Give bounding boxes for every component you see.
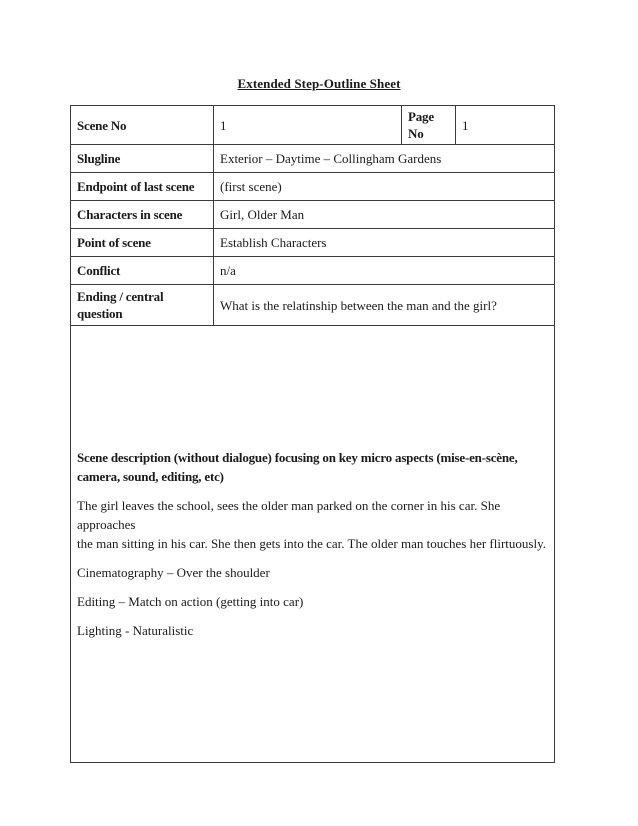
table-row [71,201,555,229]
ending-question-value: What is the relatinship between the man and the girl? [214,285,555,326]
ending-question-label: Ending / central question [71,285,214,326]
conflict-label: Conflict [71,257,214,285]
scene-no-value: 1 [214,106,402,145]
table-row [71,173,555,201]
table-row [71,229,555,257]
page-no-label: Page No [402,106,456,145]
point-of-scene-value: Establish Characters [214,229,555,257]
characters-label: Characters in scene [71,201,214,229]
table-row [71,106,555,145]
endpoint-label: Endpoint of last scene [71,173,214,201]
cinematography-note: Cinematography – Over the shoulder [77,565,270,580]
step-outline-table [70,105,555,763]
table-row [71,326,555,763]
document-title: Extended Step-Outline Sheet [237,76,401,91]
scene-no-label: Scene No [71,106,214,145]
scene-description-body-line: the man sitting in his car. She then gets into the car. The older man touches her flirtuously. [77,536,546,551]
page-no-value: 1 [456,106,555,145]
point-of-scene-label: Point of scene [71,229,214,257]
slugline-label: Slugline [71,145,214,173]
editing-note: Editing – Match on action (getting into car) [77,594,304,609]
scene-description-cell [71,326,555,763]
table-row [71,145,555,173]
scene-description-heading-line: camera, sound, editing, etc) [77,469,224,484]
slugline-value: Exterior – Daytime – Collingham Gardens [214,145,555,173]
lighting-note: Lighting - Naturalistic [77,623,194,638]
characters-value: Girl, Older Man [214,201,555,229]
scene-description-paragraph [77,496,548,553]
scene-description-body-line: The girl leaves the school, sees the older man parked on the corner in his car. She approaches [77,498,501,532]
endpoint-value: (first scene) [214,173,555,201]
table-row [71,285,555,326]
table-row [71,257,555,285]
scene-description-heading-line: Scene description (without dialogue) focusing on key micro aspects (mise-en-scène, [77,450,518,465]
scene-description-heading [77,448,548,486]
conflict-value: n/a [214,257,555,285]
